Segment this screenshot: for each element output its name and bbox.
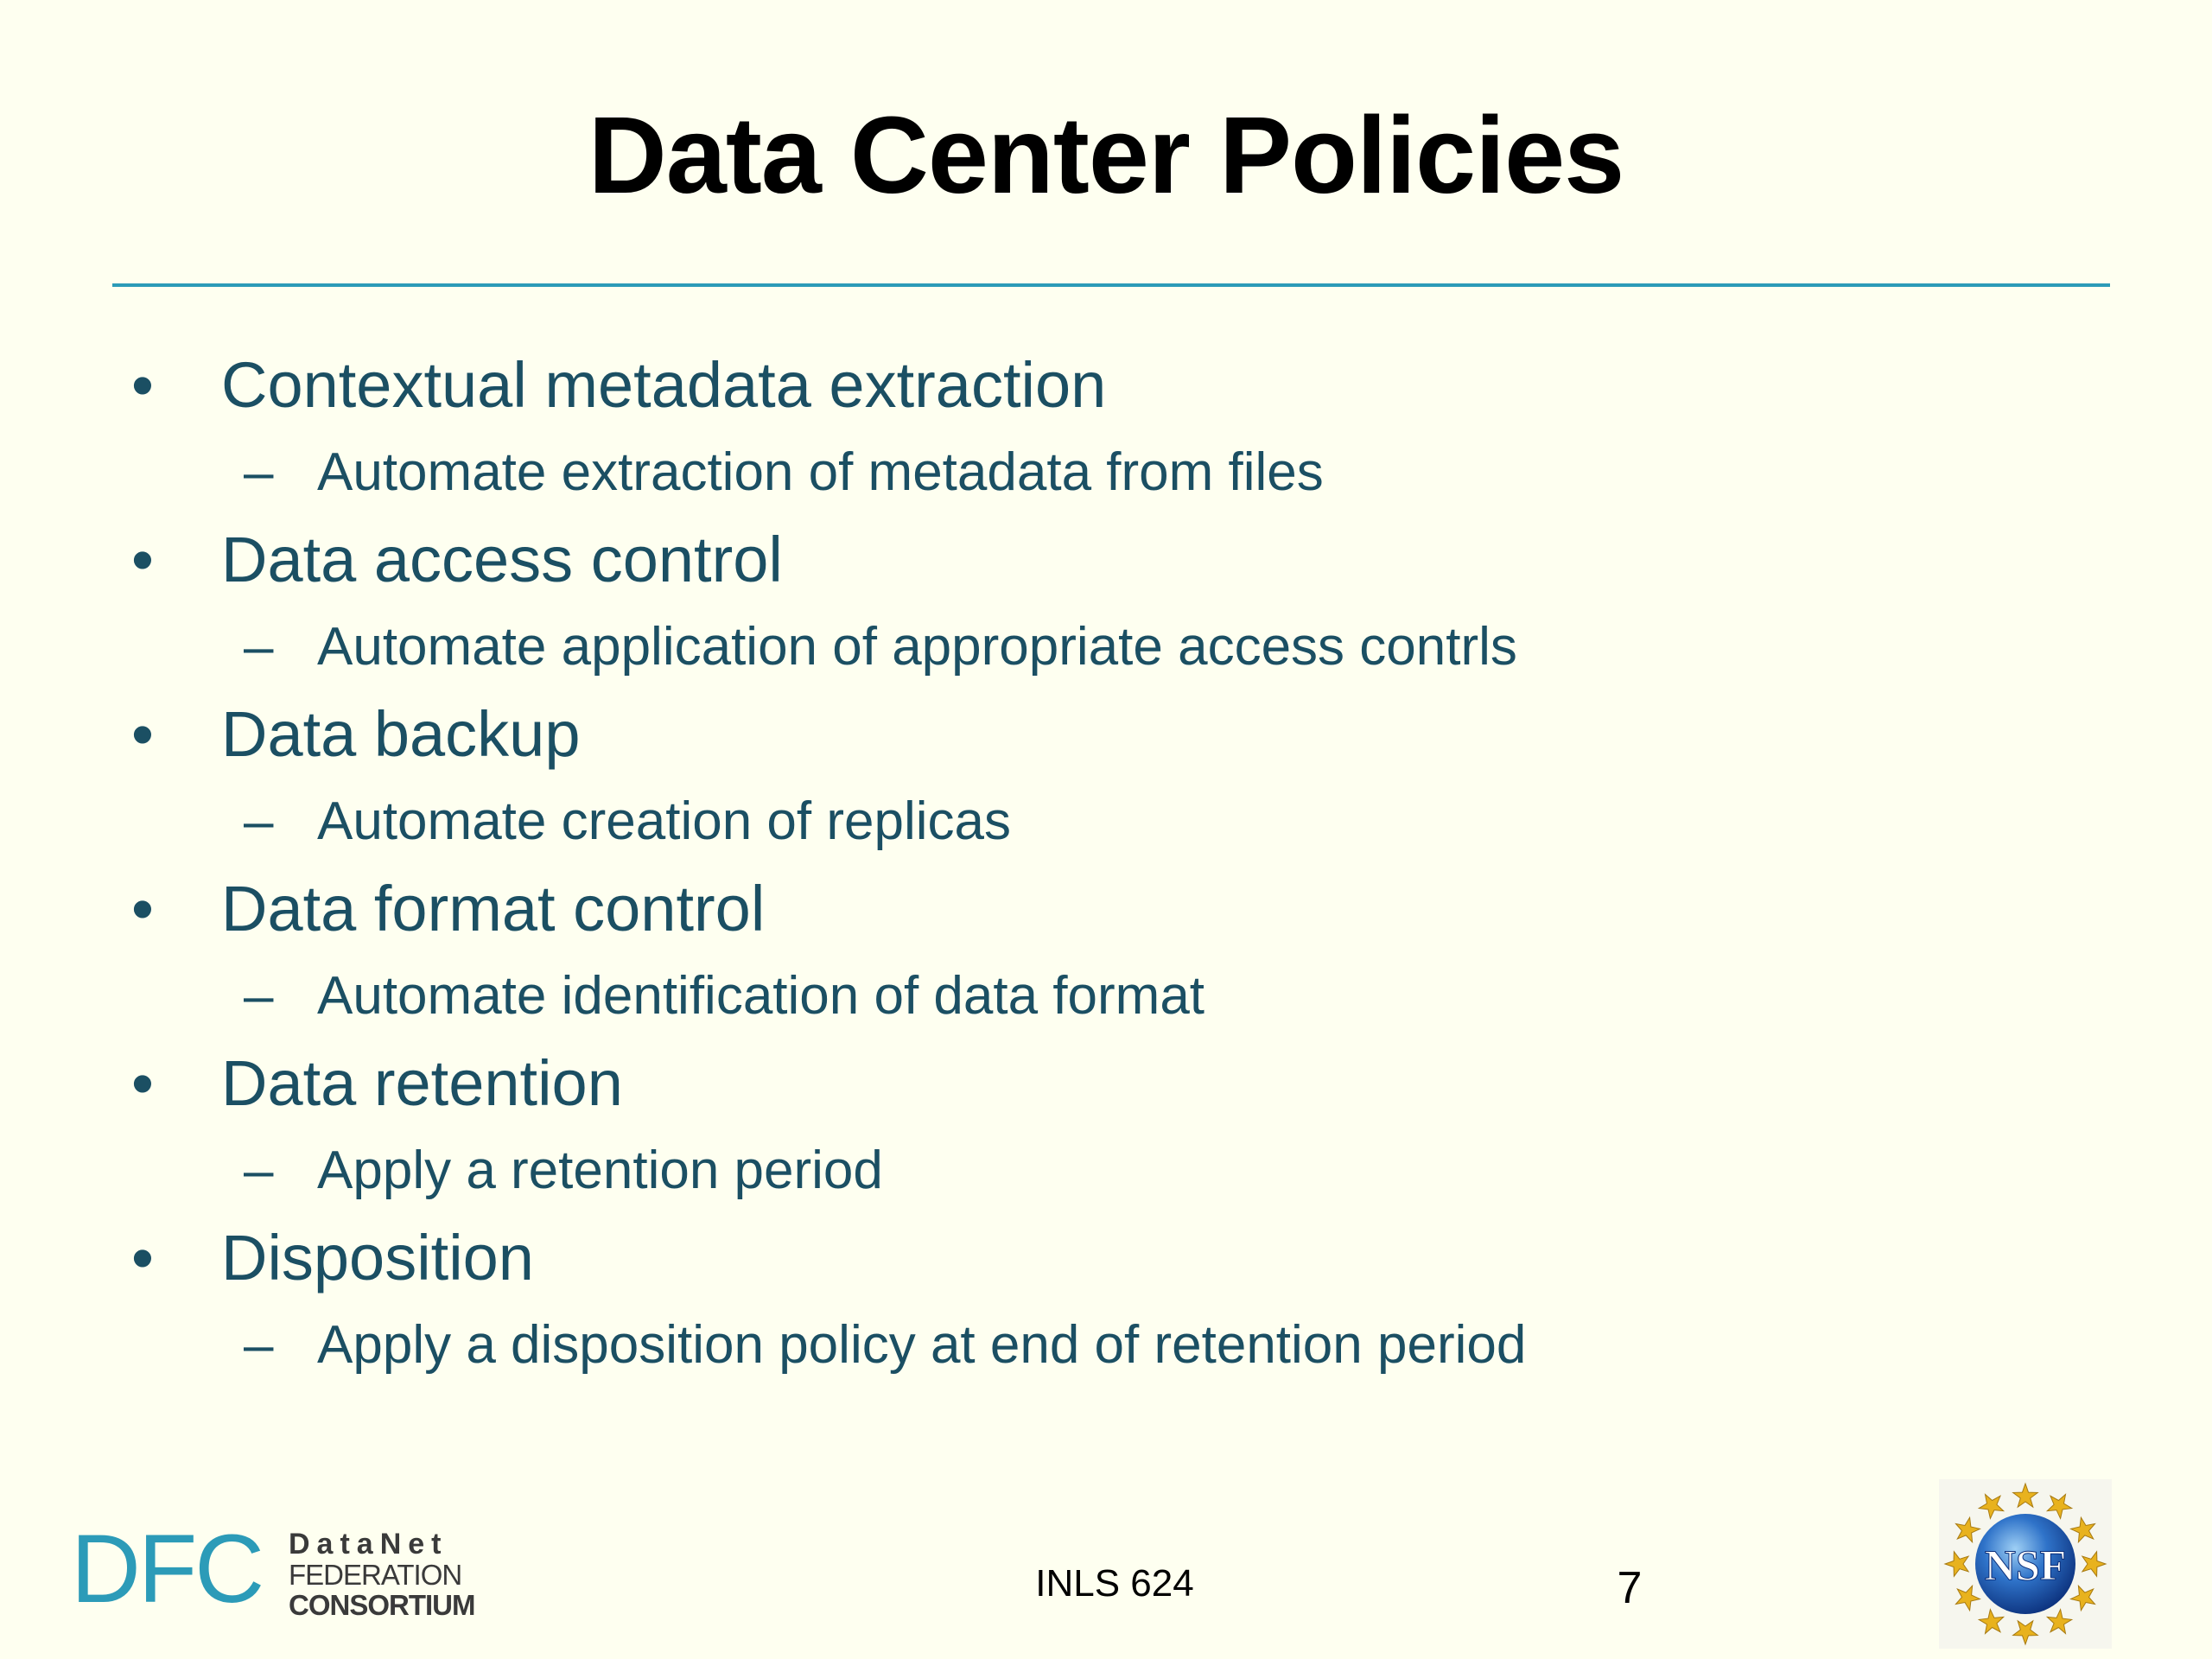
bullet-text: Data access control <box>221 524 783 595</box>
sub-bullet-item <box>0 952 2212 1039</box>
bullet-marker: • <box>131 873 154 944</box>
sub-bullet-marker: – <box>244 1141 274 1200</box>
footer-course-label: INLS 624 <box>1035 1562 1194 1605</box>
dfc-logo-mark: DFC <box>71 1515 263 1623</box>
bullet-item <box>0 865 2212 952</box>
bullet-text: Disposition <box>221 1222 534 1294</box>
bullet-item <box>0 690 2212 778</box>
sub-bullet-text: Automate extraction of metadata from files <box>317 442 1324 502</box>
bullet-marker: • <box>131 1222 154 1294</box>
bullet-item <box>0 1214 2212 1301</box>
bullet-item <box>0 341 2212 429</box>
dfc-logo-line3: CONSORTIUM <box>289 1589 475 1621</box>
sub-bullet-marker: – <box>244 1315 274 1375</box>
bullet-text: Contextual metadata extraction <box>221 349 1107 421</box>
slide-number: 7 <box>1617 1563 1643 1613</box>
bullet-marker: • <box>131 1047 154 1119</box>
sub-bullet-text: Apply a retention period <box>317 1141 883 1200</box>
dfc-logo <box>71 1515 475 1623</box>
sub-bullet-marker: – <box>244 617 274 677</box>
bullet-marker: • <box>131 349 154 421</box>
bullet-text: Data retention <box>221 1047 623 1119</box>
nsf-seal-icon <box>1939 1479 2112 1649</box>
bullet-item <box>0 516 2212 603</box>
sub-bullet-item <box>0 1127 2212 1214</box>
sub-bullet-item <box>0 603 2212 690</box>
nsf-logo-text: NSF <box>1984 1541 2067 1589</box>
sub-bullet-item <box>0 778 2212 865</box>
sub-bullet-marker: – <box>244 791 274 851</box>
nsf-logo <box>1939 1479 2112 1649</box>
bullet-list <box>0 341 2212 1389</box>
sub-bullet-text: Automate application of appropriate access contrls <box>317 617 1517 677</box>
title-divider <box>112 283 2110 287</box>
slide-title: Data Center Policies <box>588 94 1624 216</box>
sub-bullet-marker: – <box>244 966 274 1026</box>
bullet-text: Data backup <box>221 698 581 770</box>
bullet-marker: • <box>131 524 154 595</box>
sub-bullet-text: Automate identification of data format <box>317 966 1205 1026</box>
sub-bullet-text: Automate creation of replicas <box>317 791 1011 851</box>
sub-bullet-item <box>0 1301 2212 1389</box>
dfc-logo-line1: DataNet <box>289 1528 448 1560</box>
sub-bullet-item <box>0 429 2212 516</box>
bullet-text: Data format control <box>221 873 766 944</box>
bullet-item <box>0 1039 2212 1127</box>
bullet-marker: • <box>131 698 154 770</box>
dfc-logo-line2: FEDERATION <box>289 1559 462 1591</box>
sub-bullet-text: Apply a disposition policy at end of retention period <box>317 1315 1527 1375</box>
dfc-logo-wordmark <box>289 1529 475 1619</box>
sub-bullet-marker: – <box>244 442 274 502</box>
